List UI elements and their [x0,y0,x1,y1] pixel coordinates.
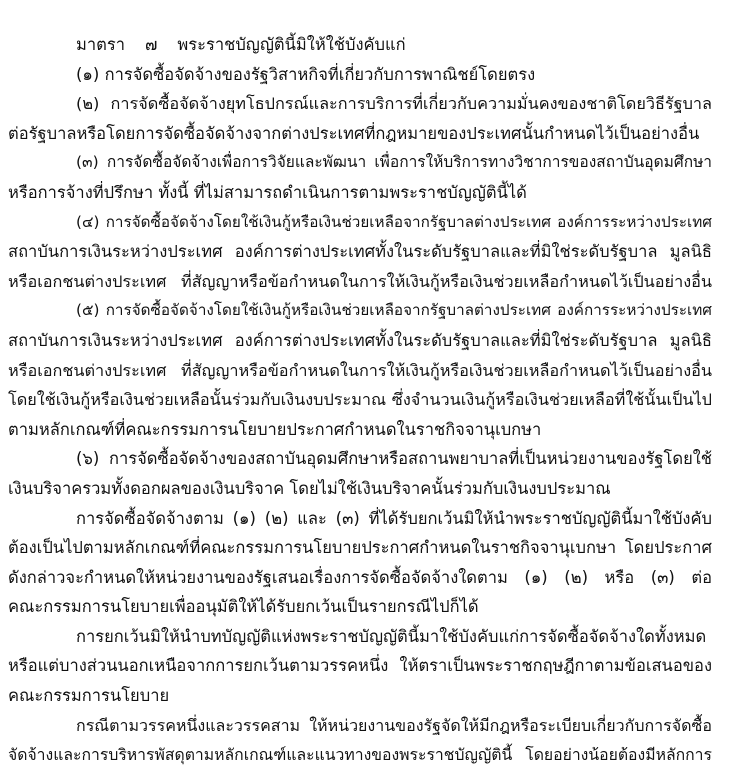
paragraph-3-line-3: คณะกรรมการนโยบาย [8,686,170,706]
clause-5-line-3: หรือเอกชนต่างประเทศ ที่สัญญาหรือข้อกำหนดในการให้เงินกู้หรือเงินช่วยเหลือกำหนดไว้เป็นอย่างอื่น [8,360,712,380]
clause-3-line-1: (๓) การจัดซื้อจัดจ้างเพื่อการวิจัยและพัฒนา เพื่อการให้บริการทางวิชาการของสถาบันอุดมศึกษา [76,153,712,172]
section-label: มาตรา [76,35,125,54]
paragraph-3-line-1: การยกเว้นมิให้นำบทบัญญัติแห่งพระราชบัญญัตินี้มาใช้บังคับแก่การจัดซื้อจัดจ้างใดทั้งหมด [76,626,707,646]
clause-5-line-1: (๕) การจัดซื้อจัดจ้างโดยใช้เงินกู้หรือเงินช่วยเหลือจากรัฐบาลต่างประเทศ องค์การระหว่างประเทศ [76,301,712,320]
clause-2-line-2: ต่อรัฐบาลหรือโดยการจัดซื้อจัดจ้างจากต่างประเทศที่กฎหมายของประเทศนั้นกำหนดไว้เป็นอย่างอื่น [8,123,700,143]
clause-4-line-3: หรือเอกชนต่างประเทศ ที่สัญญาหรือข้อกำหนดในการให้เงินกู้หรือเงินช่วยเหลือกำหนดไว้เป็นอย่างอื่น [8,271,712,291]
clause-3-line-2: หรือการจ้างที่ปรึกษา ทั้งนี้ ที่ไม่สามารถดำเนินการตามพระราชบัญญัตินี้ได้ [8,182,527,202]
paragraph-2-line-1: การจัดซื้อจัดจ้างตาม (๑) (๒) และ (๓) ที่ได้รับยกเว้นมิให้นำพระราชบัญญัตินี้มาใช้บังคับ [76,508,712,528]
clause-5-line-2: สถาบันการเงินระหว่างประเทศ องค์การต่างประเทศทั้งในระดับรัฐบาลและที่มิใช่ระดับรัฐบาล มูลนิธิ [8,330,712,350]
paragraph-2-line-2: ต้องเป็นไปตามหลักเกณฑ์ที่คณะกรรมการนโยบายประกาศกำหนดในราชกิจจานุเบกษา โดยประกาศ [8,538,712,558]
clause-5-line-4: โดยใช้เงินกู้หรือเงินช่วยเหลือนั้นร่วมกับเงินงบประมาณ ซึ่งจำนวนเงินกู้หรือเงินช่วยเหลือที่ใช้นั้นเป็นไป [8,390,712,410]
paragraph-4-line-1: กรณีตามวรรคหนึ่งและวรรคสาม ให้หน่วยงานของรัฐจัดให้มีกฎหรือระเบียบเกี่ยวกับการจัดซื้อ [76,715,712,735]
paragraph-2-line-4: คณะกรรมการนโยบายเพื่ออนุมัติให้ได้รับยกเว้นเป็นรายกรณีไปก็ได้ [8,597,479,617]
paragraph-3-line-2: หรือแต่บางส่วนนอกเหนือจากการยกเว้นตามวรรคหนึ่ง ให้ตราเป็นพระราชกฤษฎีกาตามข้อเสนอของ [8,656,712,676]
clause-4-line-1: (๔) การจัดซื้อจัดจ้างโดยใช้เงินกู้หรือเงินช่วยเหลือจากรัฐบาลต่างประเทศ องค์การระหว่างประเทศ [76,212,712,231]
paragraph-2-line-3: ดังกล่าวจะกำหนดให้หน่วยงานของรัฐเสนอเรื่องการจัดซื้อจัดจ้างใดตาม (๑) (๒) หรือ (๓) ต่อ [8,567,712,587]
clause-6-line-2: เงินบริจาครวมทั้งดอกผลของเงินบริจาค โดยไม่ใช้เงินบริจาคนั้นร่วมกับเงินงบประมาณ [8,478,611,498]
section-heading [8,30,712,60]
clause-6-line-1: (๖) การจัดซื้อจัดจ้างของสถาบันอุดมศึกษาหรือสถานพยาบาลที่เป็นหน่วยงานของรัฐโดยใช้ [76,449,712,469]
clause-5-line-5: ตามหลักเกณฑ์ที่คณะกรรมการนโยบายประกาศกำหนดในราชกิจจานุเบกษา [8,419,542,439]
section-heading-text: พระราชบัญญัตินี้มิให้ใช้บังคับแก่ [177,35,406,54]
clause-4-line-2: สถาบันการเงินระหว่างประเทศ องค์การต่างประเทศทั้งในระดับรัฐบาลและที่มิใช่ระดับรัฐบาล มูลนิธิ [8,242,712,262]
section-number: ๗ [144,35,158,54]
clause-1-line-1: (๑) การจัดซื้อจัดจ้างของรัฐวิสาหกิจที่เกี่ยวกับการพาณิชย์โดยตรง [76,64,536,84]
clause-2-line-1: (๒) การจัดซื้อจัดจ้างยุทโธปกรณ์และการบริการที่เกี่ยวกับความมั่นคงของชาติโดยวิธีรัฐบาล [76,94,712,114]
paragraph-4-line-2: จัดจ้างและการบริหารพัสดุตามหลักเกณฑ์และแนวทางของพระราชบัญญัตินี้ โดยอย่างน้อยต้องมีหลักการ [8,745,712,765]
